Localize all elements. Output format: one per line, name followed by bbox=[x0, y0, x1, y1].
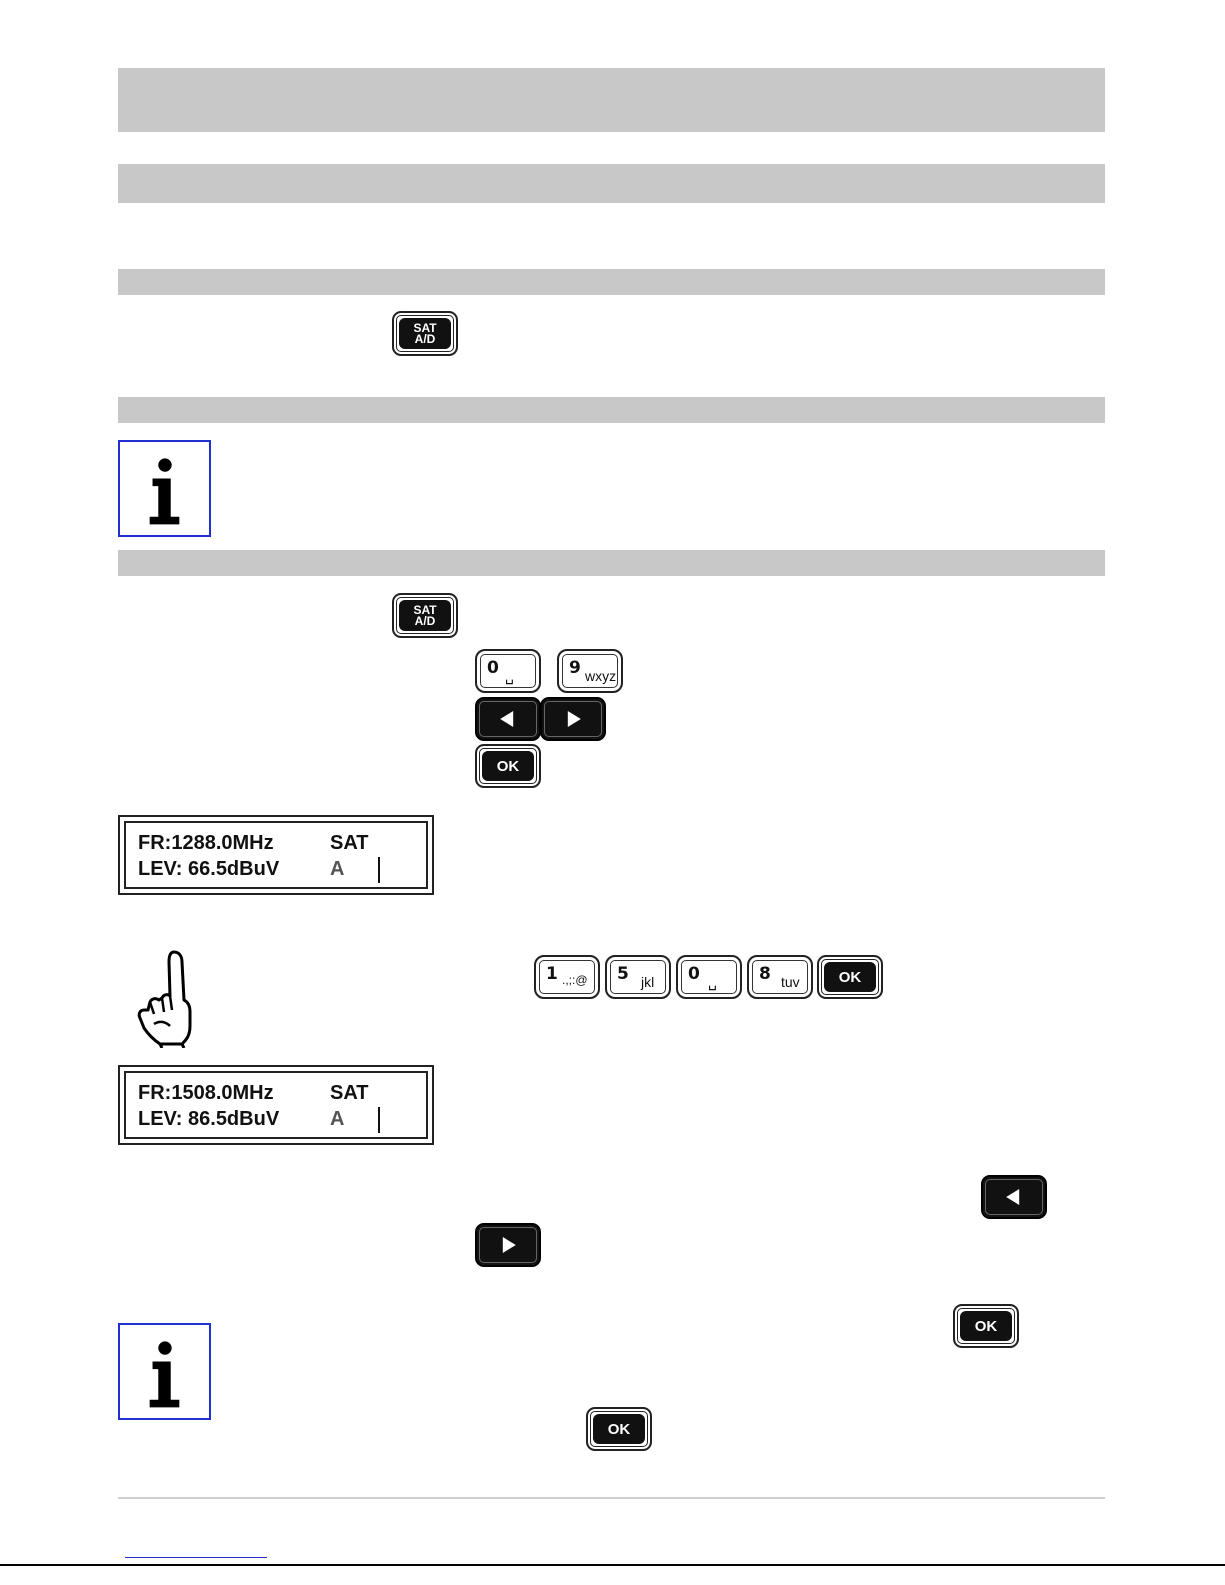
key-digit: 1 bbox=[546, 964, 558, 984]
key-9[interactable] bbox=[557, 649, 623, 693]
ok-key-label: OK bbox=[838, 968, 862, 986]
sat-ad-key[interactable] bbox=[392, 593, 458, 638]
key-digit: 5 bbox=[617, 964, 629, 984]
sat-key-label-bottom: A/D bbox=[414, 331, 436, 346]
info-icon bbox=[118, 440, 211, 537]
key-1[interactable] bbox=[534, 955, 600, 999]
ok-key-label: OK bbox=[607, 1420, 631, 1438]
key-digit: 8 bbox=[759, 964, 771, 984]
lcd-frequency: FR:1508.0MHz bbox=[138, 1082, 274, 1104]
lcd-level: LEV: 86.5dBuV bbox=[138, 1108, 280, 1130]
right-arrow-key[interactable] bbox=[475, 1223, 541, 1267]
subtitle-band bbox=[118, 164, 1105, 203]
sat-key-label-bottom: A/D bbox=[414, 613, 436, 628]
sat-ad-key[interactable] bbox=[392, 311, 458, 356]
ok-key[interactable] bbox=[817, 955, 883, 999]
lcd-mode: A bbox=[330, 1108, 345, 1130]
lcd-cursor bbox=[378, 857, 380, 883]
key-digit: 9 bbox=[569, 658, 581, 678]
title-band bbox=[118, 68, 1105, 132]
left-arrow-icon bbox=[500, 711, 513, 727]
key-digit: 0 bbox=[688, 964, 700, 984]
section-band-2 bbox=[118, 397, 1105, 423]
lcd-level: LEV: 66.5dBuV bbox=[138, 858, 280, 880]
lcd-cursor bbox=[378, 1107, 380, 1133]
ok-key[interactable] bbox=[953, 1304, 1019, 1348]
key-8[interactable] bbox=[747, 955, 813, 999]
sat-key-label-top: SAT bbox=[413, 320, 437, 335]
ok-key-label: OK bbox=[974, 1317, 998, 1335]
key-letters: ␣ bbox=[708, 974, 717, 990]
footer-link-underline bbox=[125, 1557, 267, 1558]
section-band-3 bbox=[118, 550, 1105, 576]
key-0[interactable] bbox=[475, 649, 541, 693]
key-letters: jkl bbox=[641, 974, 655, 990]
key-letters: tuv bbox=[781, 974, 800, 990]
key-letters: .,;:@ bbox=[562, 973, 588, 987]
key-0[interactable] bbox=[676, 955, 742, 999]
ok-key[interactable] bbox=[586, 1407, 652, 1451]
left-arrow-key[interactable] bbox=[981, 1175, 1047, 1219]
left-arrow-icon bbox=[1006, 1189, 1019, 1205]
info-icon bbox=[118, 1323, 211, 1420]
key-letters: ␣ bbox=[505, 668, 514, 684]
ok-key[interactable] bbox=[475, 744, 541, 788]
sat-key-label-top: SAT bbox=[413, 602, 437, 617]
key-5[interactable] bbox=[605, 955, 671, 999]
section-band-1 bbox=[118, 269, 1105, 295]
lcd-display-2 bbox=[118, 1065, 434, 1145]
pointing-hand-icon bbox=[132, 948, 202, 1048]
footer-rule bbox=[118, 1497, 1105, 1499]
lcd-display-1 bbox=[118, 815, 434, 895]
right-arrow-icon bbox=[568, 711, 581, 727]
right-arrow-icon bbox=[503, 1237, 516, 1253]
lcd-band: SAT bbox=[330, 1082, 369, 1104]
right-arrow-key[interactable] bbox=[540, 697, 606, 741]
lcd-frequency: FR:1288.0MHz bbox=[138, 832, 274, 854]
left-arrow-key[interactable] bbox=[475, 697, 541, 741]
ok-key-label: OK bbox=[496, 757, 520, 775]
lcd-mode: A bbox=[330, 858, 345, 880]
key-digit: 0 bbox=[487, 658, 499, 678]
key-letters: wxyz bbox=[585, 668, 617, 684]
bottom-border bbox=[0, 1564, 1225, 1566]
lcd-band: SAT bbox=[330, 832, 369, 854]
